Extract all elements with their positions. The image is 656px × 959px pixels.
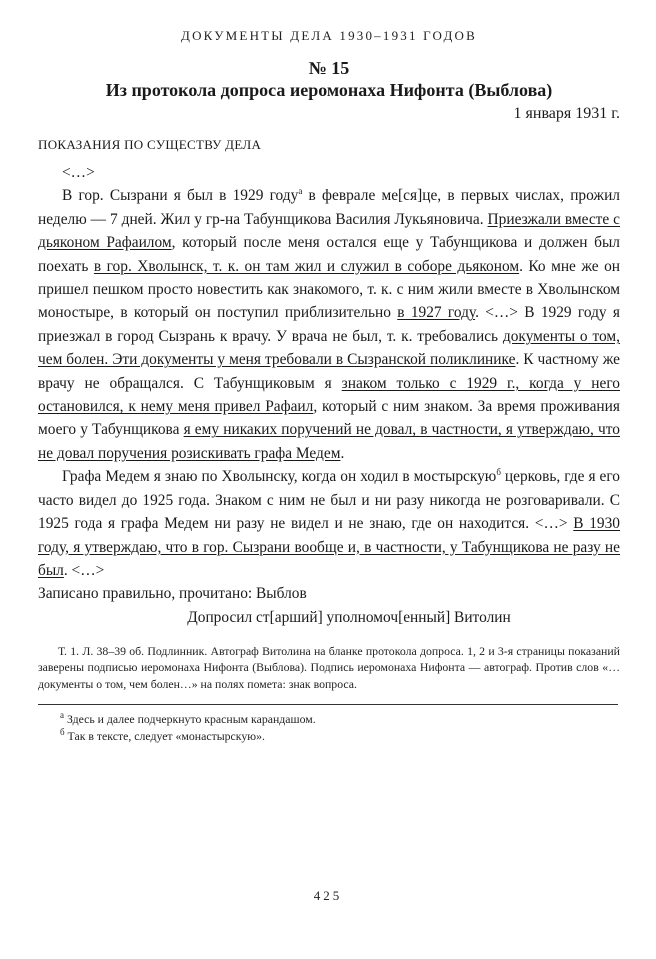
text-run: в феврале ме[ся]це, в первых числах, прожил неделю — 7 дней. Жил у гр-на Табунщикова Василия Лукьяновича. <box>38 187 620 228</box>
underlined-text: в гор. Хволынск, т. к. он там жил и служил в соборе дьяконом <box>93 257 520 275</box>
footnote-text: Так в тексте, следует «монастырскую». <box>64 729 265 744</box>
footnotes <box>38 711 620 745</box>
document-title: Из протокола допроса иеромонаха Нифонта (Выблова) <box>105 80 553 100</box>
omission-mark: <…> <box>62 164 95 181</box>
text-run: . Ко мне же он пришел пешком просто новестить как знакомого, т. к. с ним жили вместе в Хволынском моностыре, в который он поступил приблизительно <box>38 257 621 322</box>
underlined-text: я ему никаких поручений не довал, в частности, я утверждаю, что не довал поручения розискивать графа Медем <box>38 421 620 462</box>
footnote-divider <box>38 704 618 705</box>
text-run: . К частному же врачу не обращался. С Табунщиковым я <box>38 351 620 392</box>
page-number: 425 <box>313 888 343 903</box>
document-date: 1 января 1931 г. <box>513 105 620 122</box>
text-run: В гор. Сызрани я был в 1929 году <box>62 187 299 205</box>
testimony-body <box>38 161 620 606</box>
testimony-paragraph-1 <box>38 184 620 465</box>
text-run: , который с ним знаком. За время проживания моего у Табунщикова <box>38 398 620 439</box>
text-run: . <…> <box>63 561 105 579</box>
document-page <box>38 28 620 745</box>
text-run: церковь, где я его часто видел до 1925 года. Знаком с ним не был и ни разу никогда не розговаривали. С 1925 года я графа Медем ни разу не видел и не знаю, где он находится. <…> <box>38 468 620 533</box>
text-run: , который после меня остался еще у Табунщикова и должен был поехать <box>38 234 620 275</box>
underlined-text: в 1927 году <box>397 304 476 322</box>
underlined-text: В 1930 году, я утверждаю, что в гор. Сызрани вообще и, в частности, у Табунщикова не разу не был <box>38 515 620 579</box>
underlined-text: Приезжали вместе с дьяконом Рафаилом <box>38 210 620 252</box>
interrogator-line: Допросил ст[арший] уполномоч[енный] Витолин <box>187 608 511 626</box>
underlined-text: знаком только с 1929 г., когда у него остановился, к нему меня привел Рафаил <box>38 374 620 416</box>
footnote-ref-a: а <box>298 186 303 197</box>
text-run: . <…> В 1929 году я приезжал в город Сызрань к врачу. У врача не был, т. к. требовались <box>38 304 620 345</box>
underlined-text: документы о том, чем болен. Эти документы у меня требовали в Сызранской поликлинике <box>38 327 620 369</box>
archive-note: Т. 1. Л. 38–39 об. Подлинник. Автограф Витолина на бланке протокола допроса. 1, 2 и 3-я страницы показаний заверены подписью иеромонаха Нифонта (Выблова). Подпись иеромонаха Нифонта — автограф. Против слов «…документы о том, чем болен…» на полях помета: знак вопроса. <box>38 643 620 691</box>
text-run: . <box>340 444 345 462</box>
section-heading: ПОКАЗАНИЯ ПО СУЩЕСТВУ ДЕЛА <box>38 137 262 152</box>
document-number: № 15 <box>308 58 350 78</box>
omission-paragraph <box>38 161 620 184</box>
text-run: Графа Медем я знаю по Хволынску, когда он ходил в мостырскую <box>62 468 497 486</box>
testimony-paragraph-2 <box>38 465 620 582</box>
footnote-b <box>60 728 620 745</box>
footnote-text: Здесь и далее подчеркнуто красным карандашом. <box>64 712 316 727</box>
footnote-ref-b: б <box>496 467 501 478</box>
footnote-mark: а <box>60 710 64 721</box>
footnote-mark: б <box>60 727 65 738</box>
recorded-line: Записано правильно, прочитано: Выблов <box>38 585 307 603</box>
footnote-a <box>60 711 620 728</box>
running-head: ДОКУМЕНТЫ ДЕЛА 1930–1931 ГОДОВ <box>181 28 477 43</box>
